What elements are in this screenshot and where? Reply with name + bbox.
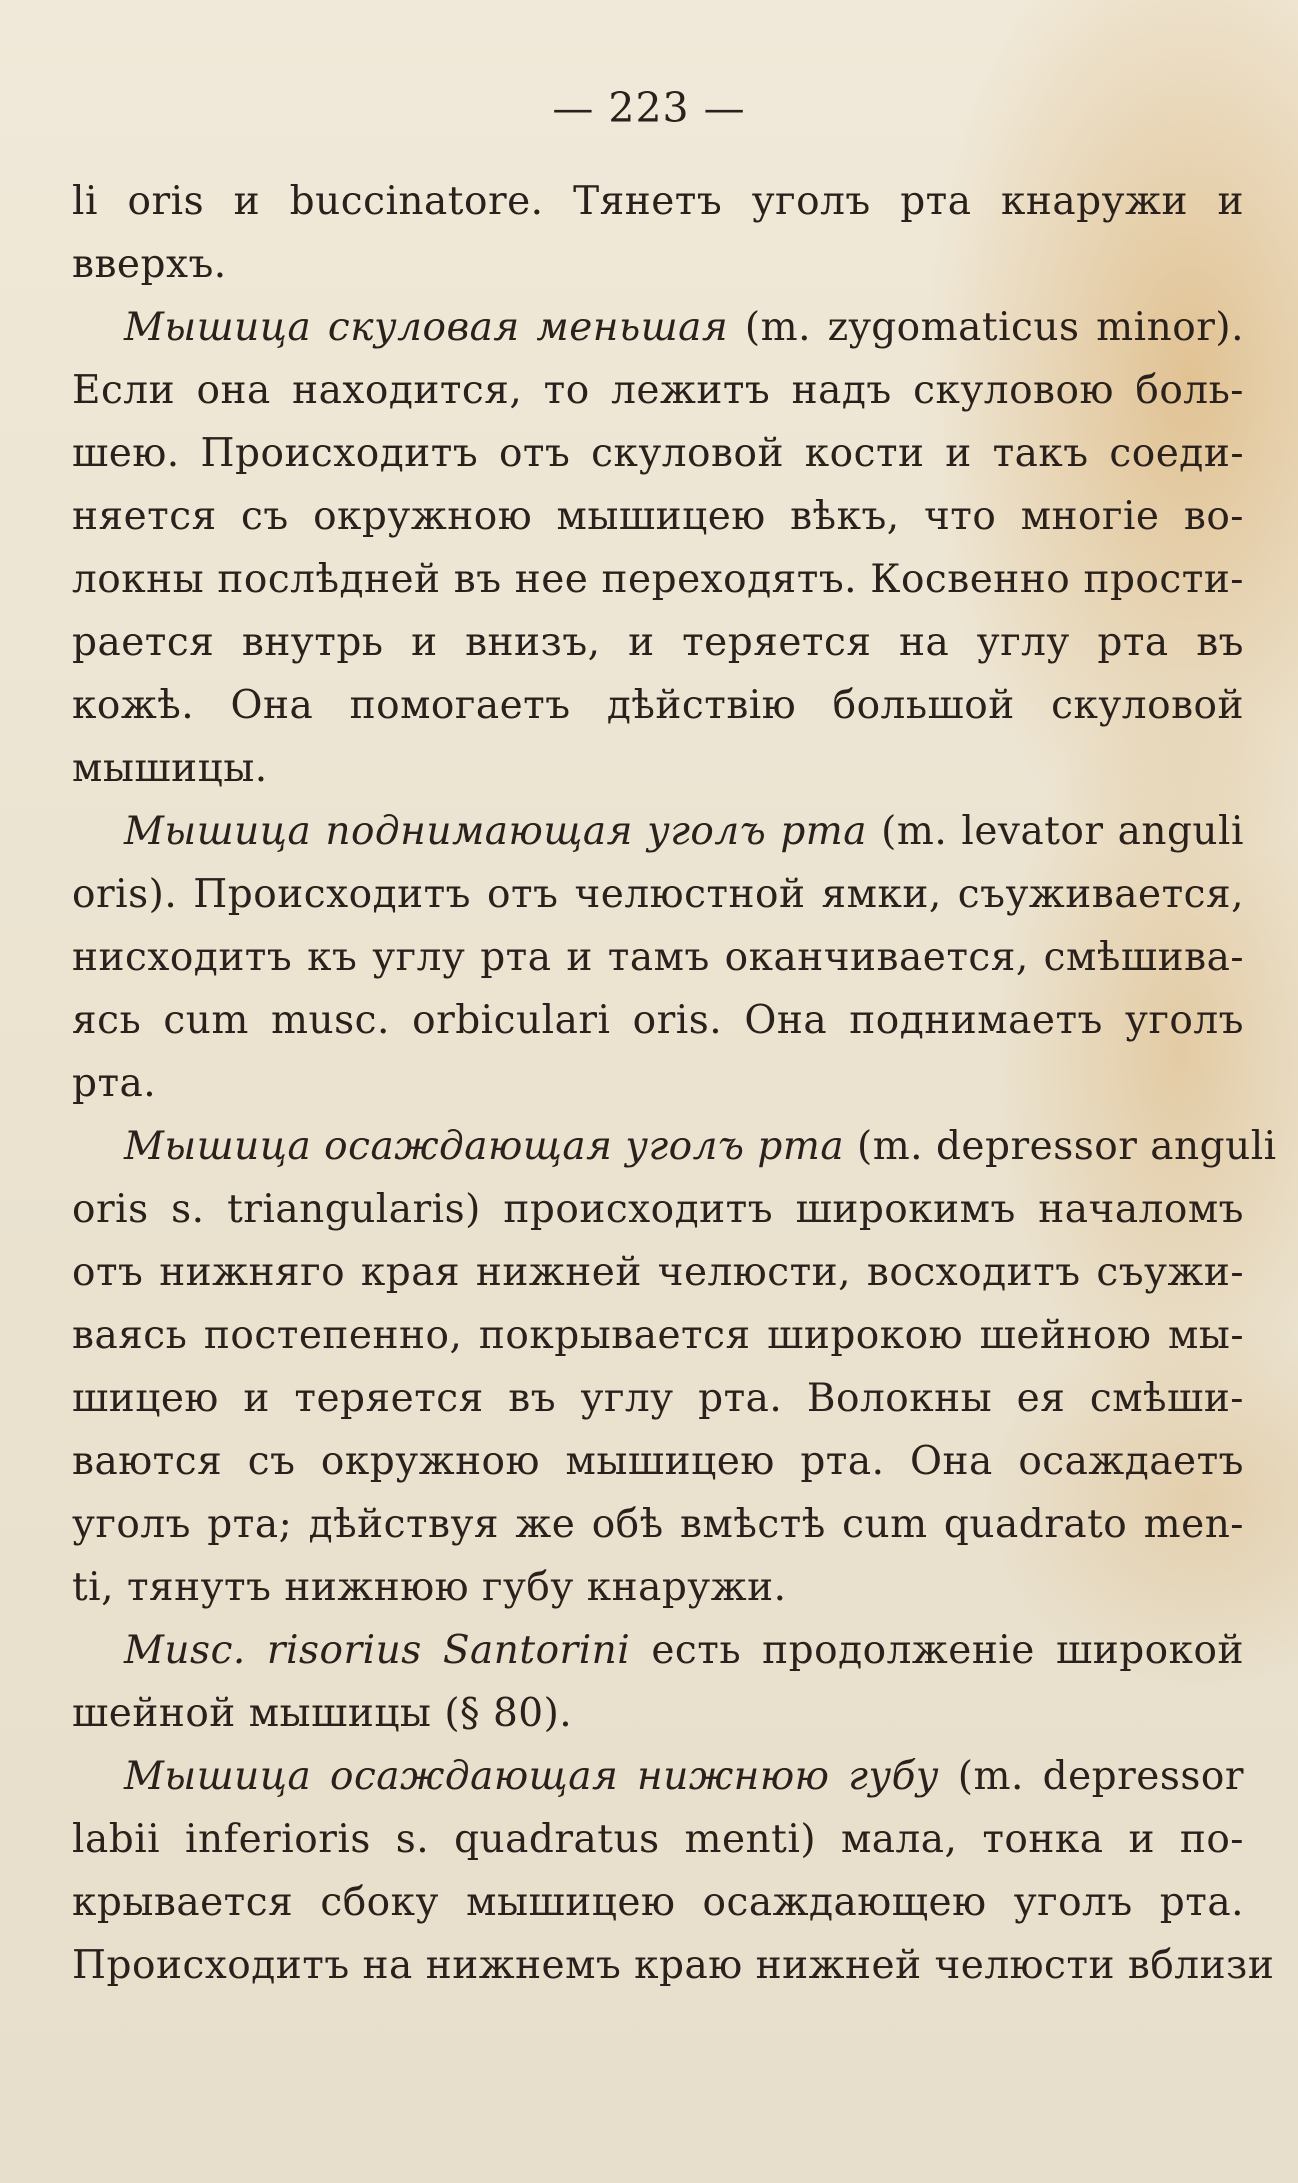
text-line	[72, 1556, 1244, 1619]
line-text: рается внутрь и внизъ, и теряется на углу рта въ	[72, 620, 1244, 665]
text-line	[72, 1241, 1244, 1304]
body-text	[72, 170, 1277, 1997]
muscle-name-italic: Мышица скуловая меньшая	[124, 305, 729, 350]
text-line	[72, 800, 1244, 863]
line-text: рта.	[72, 1061, 157, 1106]
line-text: шицею и теряется въ углу рта. Волокны ея смѣши-	[72, 1376, 1244, 1421]
line-text: крывается сбоку мышицею осаждающею уголъ рта.	[72, 1880, 1244, 1925]
text-line	[72, 1115, 1277, 1178]
line-text: ti, тянутъ нижнюю губу кнаружи.	[72, 1565, 787, 1610]
text-line	[72, 1430, 1244, 1493]
line-text: ваясь постепенно, покрывается широкою шейною мы-	[72, 1313, 1244, 1358]
line-text: шею. Происходитъ отъ скуловой кости и такъ соеди-	[72, 431, 1244, 476]
muscle-name-italic: Мышица осаждающая уголъ рта	[124, 1124, 845, 1169]
line-text: есть продолженіе широкой	[630, 1628, 1244, 1673]
text-line	[72, 1682, 1244, 1745]
text-line	[72, 1178, 1244, 1241]
muscle-name-italic: Musc. risorius Santorini	[124, 1628, 631, 1673]
muscle-name-italic: Мышица осаждающая нижнюю губу	[124, 1754, 940, 1799]
line-text: Происходитъ на нижнемъ краю нижней челюсти вблизи	[72, 1943, 1275, 1988]
line-text: ясь cum musc. orbiculari oris. Она поднимаетъ уголъ	[72, 998, 1244, 1043]
text-line	[72, 548, 1244, 611]
text-line	[72, 233, 1244, 296]
line-text: li oris и buccinatore. Тянетъ уголъ рта кнаружи и	[72, 179, 1244, 224]
text-line	[72, 1304, 1244, 1367]
line-text: oris s. triangularis) происходитъ широкимъ началомъ	[72, 1187, 1244, 1232]
line-text: мышицы.	[72, 746, 268, 791]
line-text: шейной мышицы (§ 80).	[72, 1691, 573, 1736]
line-text: oris). Происходитъ отъ челюстной ямки, съуживается,	[72, 872, 1244, 917]
text-line	[72, 1619, 1244, 1682]
text-line	[72, 1745, 1244, 1808]
line-text: (m. depressor anguli	[844, 1124, 1277, 1169]
text-line	[72, 359, 1244, 422]
line-text: нисходитъ къ углу рта и тамъ оканчивается, смѣшива-	[72, 935, 1244, 980]
text-line	[72, 485, 1244, 548]
text-line	[72, 1934, 1275, 1997]
text-line	[72, 1493, 1244, 1556]
line-text: (m. levator anguli	[867, 809, 1244, 854]
text-line	[72, 989, 1244, 1052]
line-text: отъ нижняго края нижней челюсти, восходитъ съужи-	[72, 1250, 1244, 1295]
text-line	[72, 1808, 1244, 1871]
line-text: локны послѣдней въ нее переходятъ. Косвенно прости-	[72, 557, 1244, 602]
text-line	[72, 737, 1244, 800]
text-line	[72, 926, 1244, 989]
line-text: Если она находится, то лежитъ надъ скуловою боль-	[72, 368, 1244, 413]
line-text: няется съ окружною мышицею вѣкъ, что многіе во-	[72, 494, 1244, 539]
text-line	[72, 611, 1244, 674]
text-line	[72, 296, 1244, 359]
text-line	[72, 674, 1244, 737]
text-line	[72, 863, 1244, 926]
text-line	[72, 1052, 1244, 1115]
text-line	[72, 1871, 1244, 1934]
line-text: (m. depressor	[939, 1754, 1244, 1799]
line-text: ваются съ окружною мышицею рта. Она осаждаетъ	[72, 1439, 1244, 1484]
line-text: кожѣ. Она помогаетъ дѣйствію большой скуловой	[72, 683, 1244, 728]
line-text: уголъ рта; дѣйствуя же обѣ вмѣстѣ cum quadrato men-	[72, 1502, 1244, 1547]
text-line	[72, 1367, 1244, 1430]
muscle-name-italic: Мышица поднимающая уголъ рта	[124, 809, 868, 854]
text-line	[72, 170, 1244, 233]
text-line	[72, 422, 1244, 485]
line-text: (m. zygomaticus minor).	[728, 305, 1244, 350]
page-number: — 223 —	[552, 84, 746, 132]
line-text: labii inferioris s. quadratus menti) мала, тонка и по-	[72, 1817, 1244, 1862]
line-text: вверхъ.	[72, 242, 227, 287]
